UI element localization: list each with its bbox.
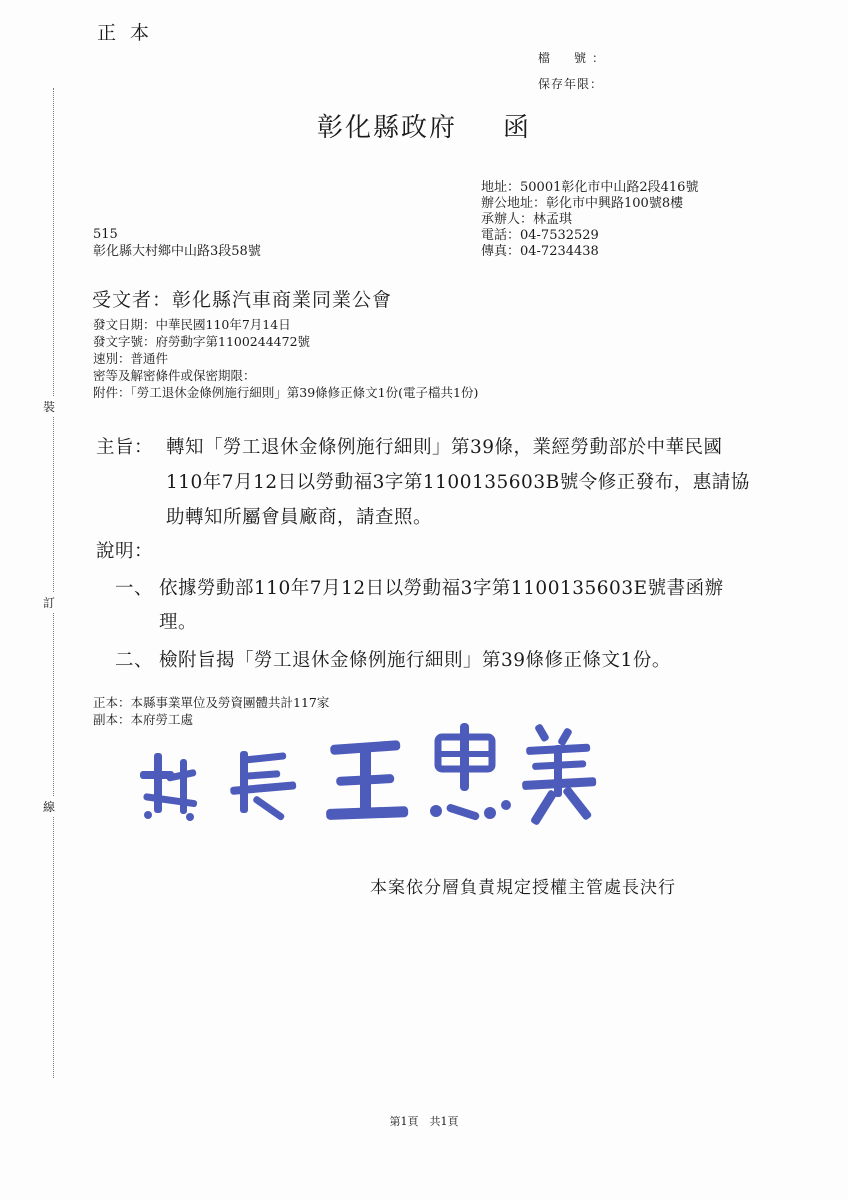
contact-office-address: 辦公地址：彰化市中興路100號8樓 [481,196,684,211]
subject-text: 轉知「勞工退休金條例施行細則」第39條，業經勞動部於中華民國110年7月12日以勞動福3字第1100135603B號令修正發布，惠請協助轉知所屬會員廠商，請查照。 [166,437,750,528]
subject-section [96,430,756,535]
binding-mark-ding: 訂 [43,592,55,613]
copy-label: 正本 [97,22,164,44]
item-text: 依據勞動部110年7月12日以勞動福3字第1100135603E號書函辦理。 [159,578,724,633]
contact-handler: 承辦人：林孟琪 [481,212,573,227]
delegation-note: 本案依分層負責規定授權主管處長決行 [370,878,676,898]
binding-mark-zhuang: 裝 [43,396,55,417]
item-number: 二、 [115,650,154,671]
page-number: 第1頁 共1頁 [389,1115,459,1128]
contact-fax: 傳真：04-7234438 [481,244,599,259]
document-type: 函 [503,113,532,143]
stamp-glyph [522,723,596,826]
issuing-organization: 彰化縣政府 [316,113,457,143]
document-title [0,107,848,144]
address-line: 彰化縣大村鄉中山路3段58號 [93,244,261,259]
urgency: 速別：普通件 [93,351,169,366]
stamp-glyph [230,751,296,821]
issue-date: 發文日期：中華民國110年7月14日 [93,317,291,332]
file-number-label: 檔 號： [538,51,611,65]
issue-number: 發文字號：府勞動字第1100244472號 [93,334,311,349]
item-text: 檢附旨揭「勞工退休金條例施行細則」第39條修正條文1份。 [159,650,671,671]
document-meta [93,316,478,401]
retention-period-label: 保存年限： [538,77,604,91]
description-item [115,572,755,640]
description-item [115,646,775,672]
stamp-glyph [430,723,511,821]
confidentiality: 密等及解密條件或保密期限： [93,368,256,383]
subject-label: 主旨： [96,437,154,458]
binding-dotted-line [53,88,54,1078]
description-label: 說明： [96,541,154,562]
main-recipients: 正本：本縣事業單位及勞資團體共計117家 [93,695,330,710]
recipient-address [93,226,261,260]
zip-code: 515 [93,227,118,242]
recipient: 受文者：彰化縣汽車商業同業公會 [92,289,393,311]
binding-mark-xian: 線 [43,796,55,817]
magistrate-signature-stamp [130,715,610,835]
contact-address: 地址：50001彰化市中山路2段416號 [481,180,699,195]
contact-block [481,180,698,260]
stamp-glyph [140,753,197,821]
contact-phone: 電話：04-7532529 [481,228,599,243]
item-number: 一、 [115,578,154,599]
stamp-glyph [326,740,408,820]
attachment: 附件：「勞工退休金條例施行細則」第39條修正條文1份(電子檔共1份) [93,385,479,400]
copy-recipients: 副本：本府勞工處 [93,712,194,727]
